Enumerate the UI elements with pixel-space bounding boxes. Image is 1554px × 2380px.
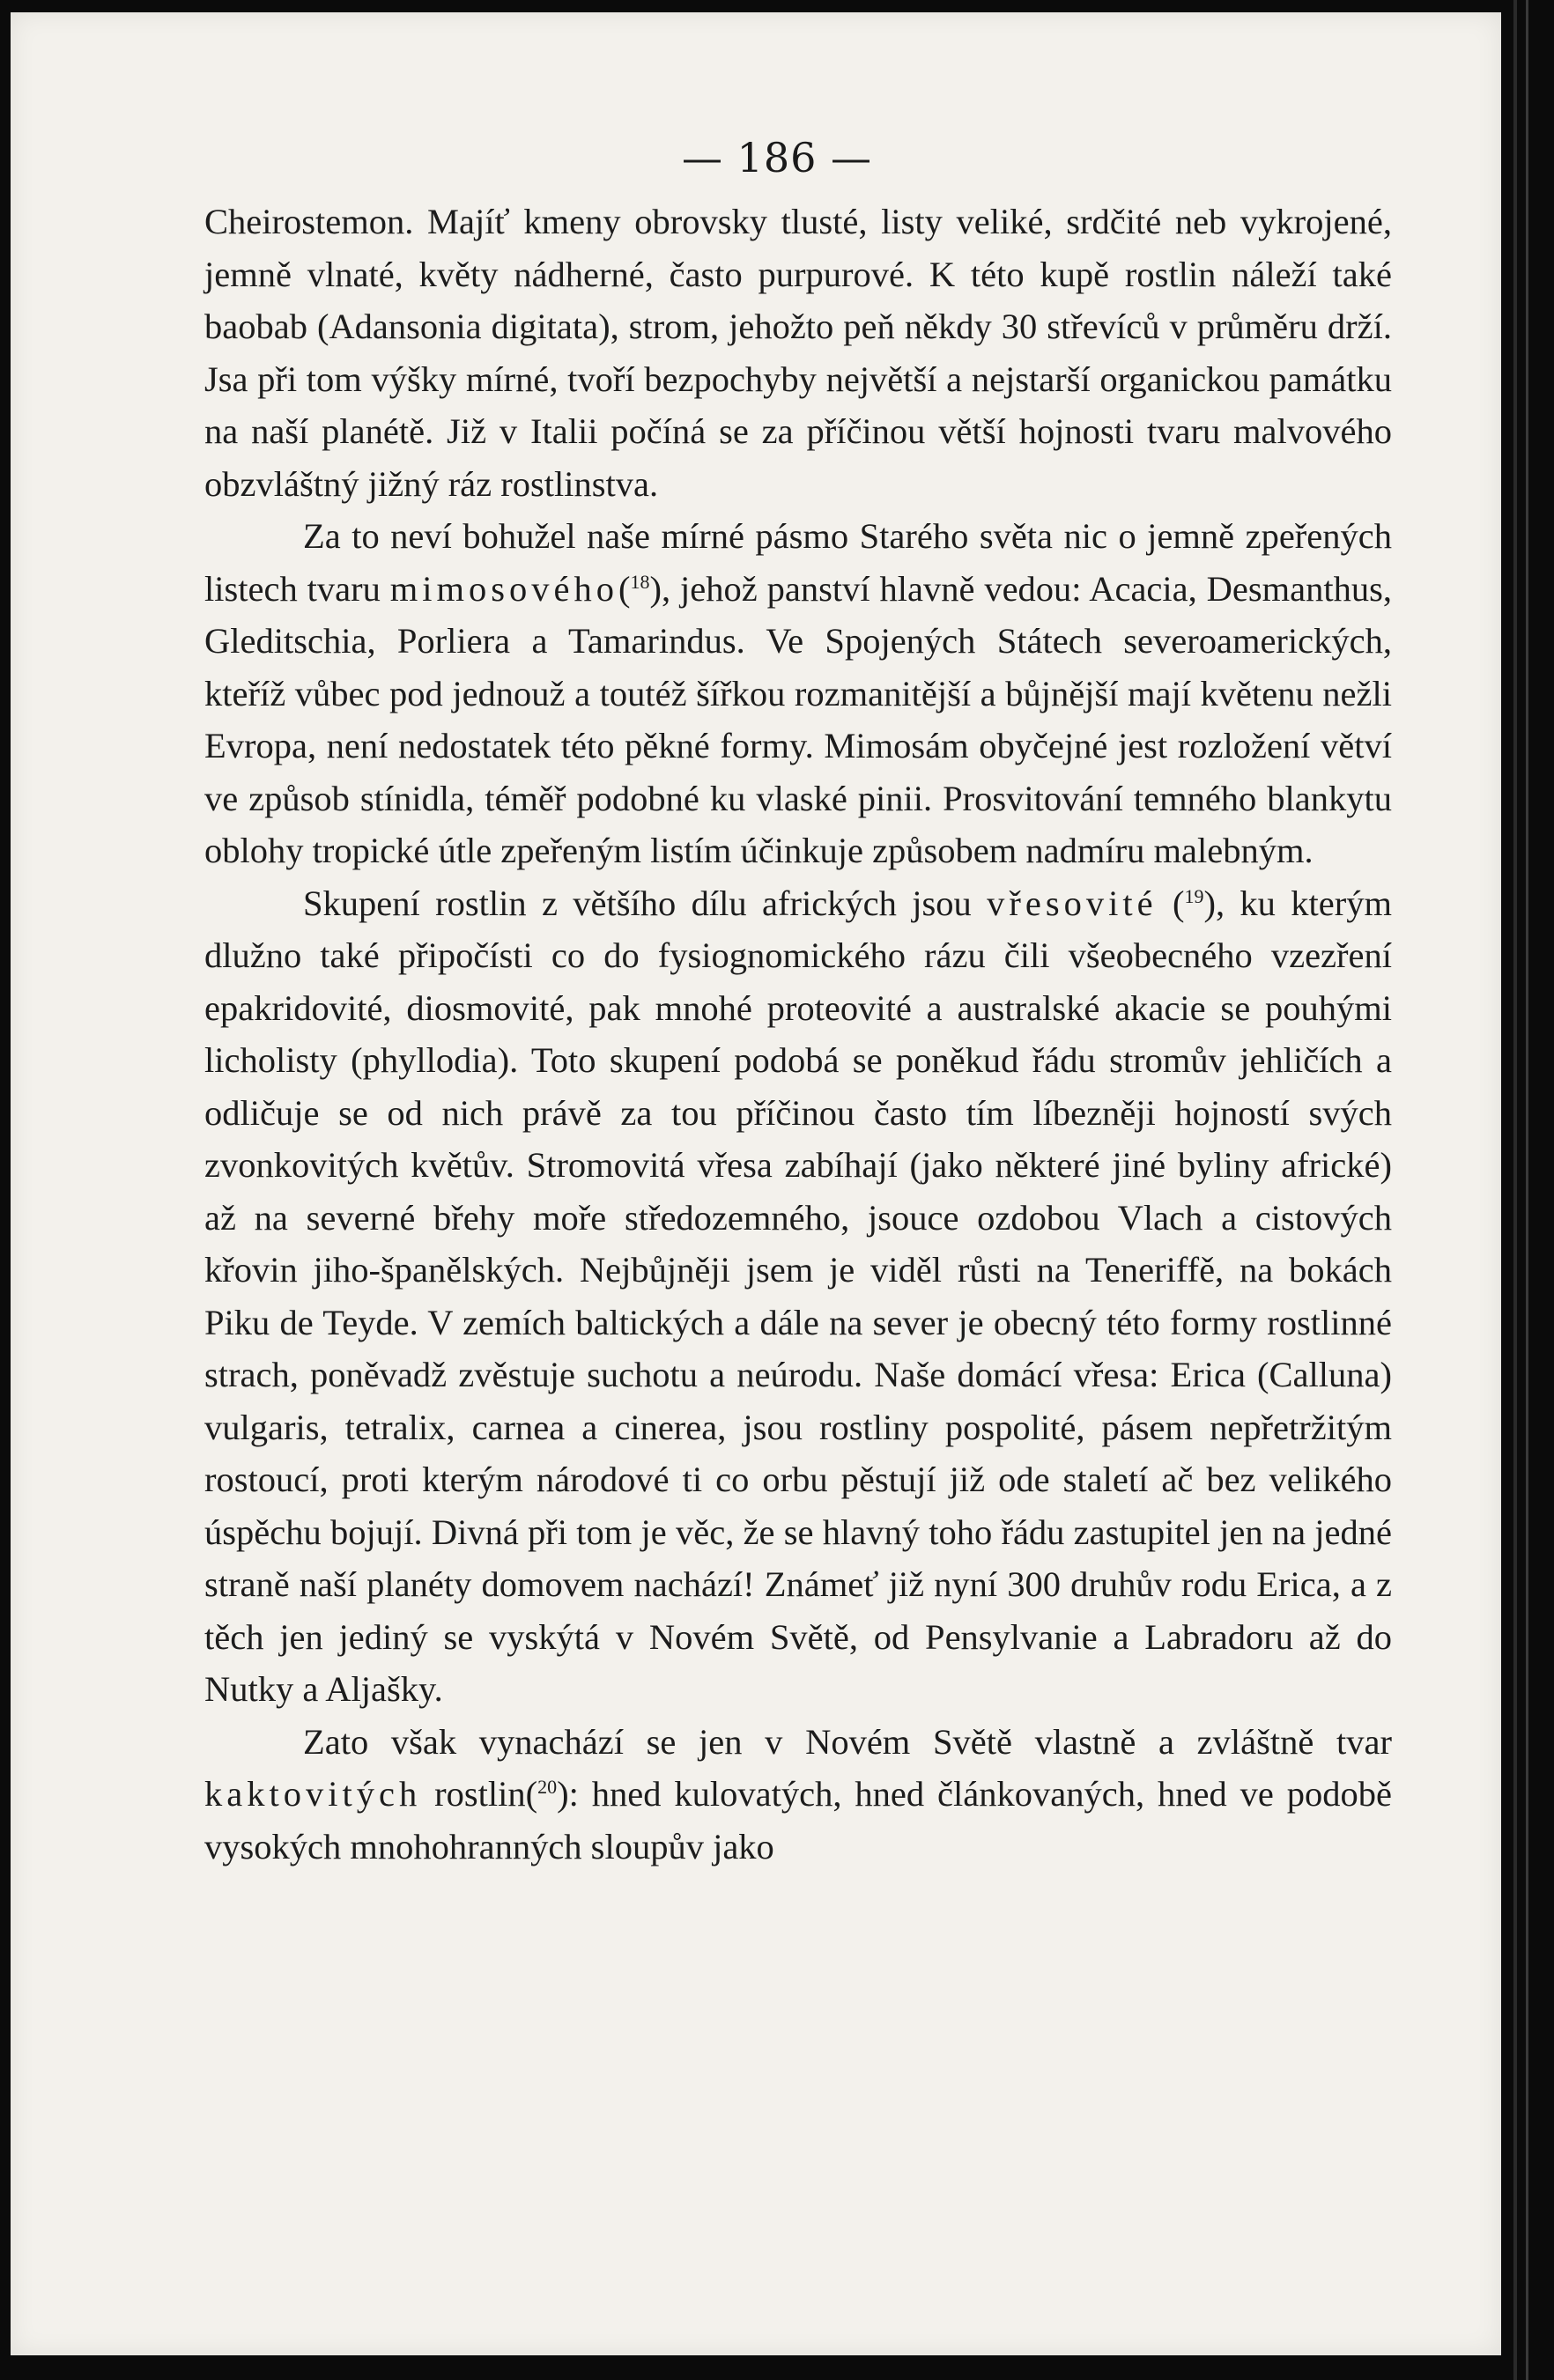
paragraph-text: , ku kterým dlužno také připočísti co do fysiognomického rázu čili všeobecného vzezření epakridovité, diosmovité, pak mnohé proteovité a australské akacie se pouhými licholisty (phyllodia). Toto skupení podobá se poněkud řádu stromův jehličích a odličuje se od nich právě za tou příčinou často tím líbezněji hojností svých zvonkovitých květův. Stromovitá vřesa zabíhají (jako některé jiné byliny africké) až na severné břehy moře středozemného, jsouce ozdobou Vlach a cistových křovin jiho-španělských. Nejbůjněji jsem je viděl růsti na Teneriffě, na bokách Piku de Teyde. V zemích baltických a dále na sever je obecný této formy rostlinné strach, poněvadž zvěstuje suchotu a neúrodu. Naše domácí vřesa: Erica (Calluna) vulgaris, tetralix, carnea a cinerea, jsou rostliny pospolité, pásem nepřetržitým rostoucí, proti kterým národové ti co orbu pěstují již ode staletí ač bez velikého úspěchu bojují. Divná při tom je věc, že se hlavný toho řádu zastupitel jen na jedné straně naší planéty domovem nachází! Známeť již nyní 300 druhův rodu Erica, a z těch jen jediný se vyskýtá v Novém Světě, od Pensylvanie a Labradoru až do Nutky a Aljašky. xyxy=(204,883,1392,1709)
page-header: — 186 — xyxy=(681,134,873,181)
body-text xyxy=(204,196,1392,1873)
footnote-ref[interactable]: 19 xyxy=(1184,884,1204,907)
paragraph-text: : hned kulovatých, hned článkovaných, hned ve podobě vysokých mnohohranných sloupův jako xyxy=(204,1774,1392,1866)
page-number: 186 xyxy=(736,134,818,181)
page-edge-strip xyxy=(1503,0,1554,2380)
paragraph-2: Za to neví bohužel naše mírné pásmo Starého světa nic o jemně zpeřených listech tvaru mimosového($^{18}$), jehož panství hlavně vedou: Acacia, Desmanthus, Gleditschia, Porliera a Tamarindus. Ve Spojených Státech severoamerických, kteříž vůbec pod jednouž a toutéž šířkou rozmanitější a bůjnější mají květenu nežli Evropa, není nedostatek této pěkné formy. Mimosám obyčejné jest rozložení větví ve způsob stínidla, téměř podobné ku vlaské pinii. Prosvitování temného blankytu oblohy tropické útle zpeřeným listím účinkuje způsobem nadmíru malebným. xyxy=(204,516,1392,870)
footnote-ref[interactable]: 20 xyxy=(537,1776,558,1798)
paragraph-4: Zato však vynachází se jen v Novém Světě vlastně a zvláštně tvar kaktovitých rostlin($^{20}$): hned kulovatých, hned článkovaných, hned ve podobě vysokých mnohohranných sloupův jako xyxy=(204,1721,1392,1866)
paragraph-3: Skupení rostlin z většího dílu afrických jsou vřesovité ($^{19}$), ku kterým dlužno také připočísti co do fysiognomického rázu čili všeobecného vzezření epakridovité, diosmovité, pak mnohé proteovité a australské akacie se pouhými licholisty (phyllodia). Toto skupení podobá se poněkud řádu stromův jehličích a odličuje se od nich právě za tou příčinou často tím líbezněji hojností svých zvonkovitých květův. Stromovitá vřesa zabíhají (jako některé jiné byliny africké) až na severné břehy moře středozemného, jsouce ozdobou Vlach a cistových křovin jiho-španělských. Nejbůjněji jsem je viděl růsti na Teneriffě, na bokách Piku de Teyde. V zemích baltických a dále na sever je obecný této formy rostlinné strach, poněvadž zvěstuje suchotu a neúrodu. Naše domácí vřesa: Erica (Calluna) vulgaris, tetralix, carnea a cinerea, jsou rostliny pospolité, pásem nepřetržitým rostoucí, proti kterým národové ti co orbu pěstují již ode staletí ač bez velikého úspěchu bojují. Divná při tom je věc, že se hlavný toho řádu zastupitel jen na jedné straně naší planéty domovem nachází! Známeť již nyní 300 druhův rodu Erica, a z těch jen jediný se vyskýtá v Novém Světě, od Pensylvanie a Labradoru až do Nutky a Aljašky. xyxy=(204,883,1392,1709)
footnote-ref[interactable]: 18 xyxy=(630,570,650,593)
paragraph-text: Zato však vynachází se jen v Novém Světě vlastně a zvláštně tvar xyxy=(303,1721,1392,1762)
spaced-term: mimosového xyxy=(389,568,618,609)
paragraph-text: , jehož panství hlavně vedou: Acacia, Desmanthus, Gleditschia, Porliera a Tamarindus. Ve Spojených Státech severoamerických, kteříž vůbec pod jednouž a toutéž šířkou rozmanitější a bůjnější mají květenu nežli Evropa, není nedostatek této pěkné formy. Mimosám obyčejné jest rozložení větví ve způsob stínidla, téměř podobné ku vlaské pinii. Prosvitování temného blankytu oblohy tropické útle zpeřeným listím účinkuje způsobem nadmíru malebným. xyxy=(204,568,1392,870)
paragraph-text: Za to neví bohužel naše mírné pásmo Starého světa nic o jemně zpeřených listech tvaru xyxy=(204,516,1392,609)
page-edge-line xyxy=(1526,0,1528,2380)
paragraph-text: Skupení rostlin z většího dílu afrických jsou xyxy=(303,883,988,923)
paragraph-1: Cheirostemon. Majíť kmeny obrovsky tlusté, listy veliké, srdčité neb vykrojené, jemně vlnaté, květy nádherné, často purpurové. K této kupě rostlin náleží také baobab (Adansonia digitata), strom, jehožto peň někdy 30 střevíců v průměru drží. Jsa při tom výšky mírné, tvoří bezpochyby největší a nejstarší organickou památku na naší planétě. Již v Italii počíná se za příčinou větší hojnosti tvaru malvového obzvláštný jižný ráz rostlinstva. xyxy=(204,202,1392,504)
page-edge-line xyxy=(1513,0,1517,2380)
spaced-term: vřesovité xyxy=(987,883,1158,923)
spaced-term: kaktovitých xyxy=(204,1774,422,1814)
paragraph-text: rostlin xyxy=(421,1774,526,1814)
